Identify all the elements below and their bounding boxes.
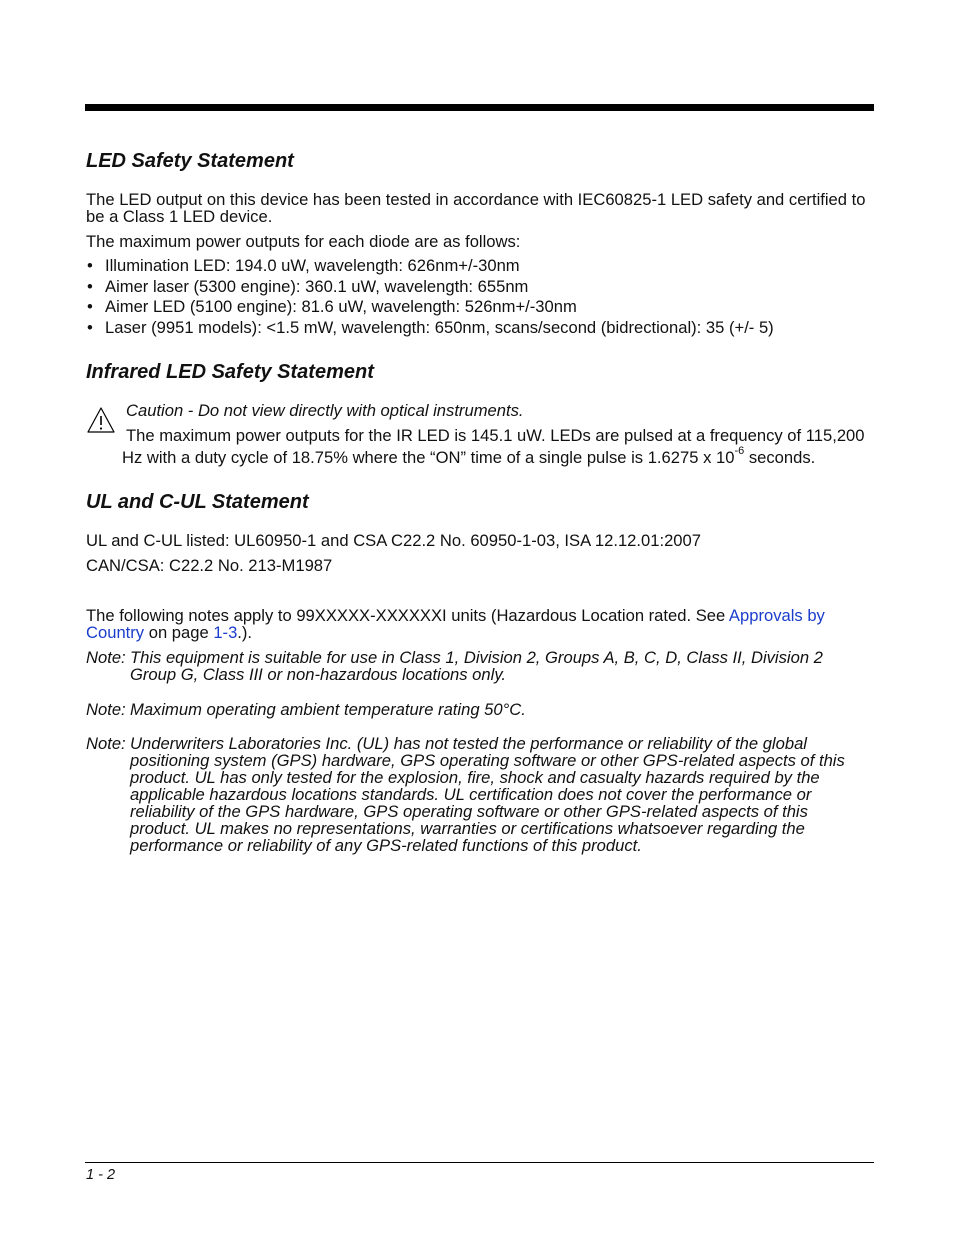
list-item: • Illumination LED: 194.0 uW, wavelength: 626nm+/-30nm <box>86 256 870 277</box>
ir-power-line-1: The maximum power outputs for the IR LED is 145.1 uW. LEDs are pulsed at a frequency of 115,200 <box>126 426 865 445</box>
led-power-intro: The maximum power outputs for each diode are as follows: <box>86 232 521 251</box>
ir-power-line-2-text: Hz with a duty cycle of 18.75% where the “ON” time of a single pulse is 1.6275 x 10 <box>122 448 735 467</box>
note-label: Note: <box>86 734 126 753</box>
list-item: • Aimer LED (5100 engine): 81.6 uW, wavelength: 526nm+/-30nm <box>86 297 870 318</box>
page-reference-link[interactable]: 1-3 <box>213 623 238 642</box>
note-text: This equipment is suitable for use in Class 1, Division 2, Groups A, B, C, D, Class II, Division 2 Group G, Class III or non-hazardous locations only. <box>130 648 823 684</box>
page-number: 1 - 2 <box>86 1167 116 1183</box>
note-text: Maximum operating ambient temperature rating 50°C. <box>130 700 526 719</box>
ir-power-line-2-end: seconds. <box>744 448 816 467</box>
led-power-list <box>86 256 870 338</box>
header-rule <box>85 104 874 111</box>
can-csa-text: CAN/CSA: C22.2 No. 213-M1987 <box>86 556 333 575</box>
list-item: • Aimer laser (5300 engine): 360.1 uW, wavelength: 655nm <box>86 277 870 298</box>
note-hazardous-class <box>86 649 870 683</box>
note-label: Note: <box>86 700 126 719</box>
footer-rule <box>85 1162 874 1163</box>
note-temperature <box>86 701 870 718</box>
hazard-text-end: .). <box>237 623 253 642</box>
approvals-by-country-link[interactable]: Approvals by Country <box>86 606 825 642</box>
led-safety-heading: LED Safety Statement <box>86 150 294 172</box>
hazard-text: The following notes apply to 99XXXXX-XXXXXXI units (Hazardous Location rated. See <box>86 606 729 625</box>
caution-text: Caution - Do not view directly with optical instruments. <box>126 401 524 420</box>
hazardous-location-paragraph <box>86 607 870 641</box>
list-item: • Laser (9951 models): <1.5 mW, wavelength: 650nm, scans/second (bidrectional): 35 (+/- 5) <box>86 318 870 339</box>
ir-power-line-2 <box>122 445 874 467</box>
note-gps <box>86 735 870 854</box>
hazard-text-mid: on page <box>144 623 214 642</box>
ul-listing-text: UL and C-UL listed: UL60950-1 and CSA C22.2 No. 60950-1-03, ISA 12.12.01:2007 <box>86 531 701 550</box>
note-text: Underwriters Laboratories Inc. (UL) has not tested the performance or reliability of the global positioning system (GPS) hardware, GPS operating software or other GPS-related aspects of this product. UL has only tested for the explosion, fire, shock and casualty hazards required by the applicable hazardous locations standards. UL certification does not cover the performance or reliability of the GPS hardware, GPS operating software or other GPS-related aspects of this product. UL makes no representations, warranties or certifications whatsoever regarding the performance or reliability of any GPS-related functions of this product. <box>130 734 845 855</box>
warning-triangle-icon <box>86 406 116 434</box>
exponent: -6 <box>734 445 745 457</box>
ul-statement-heading: UL and C-UL Statement <box>86 491 309 513</box>
led-safety-paragraph: The LED output on this device has been tested in accordance with IEC60825-1 LED safety and certified to be a Class 1 LED device. <box>86 190 866 226</box>
infrared-safety-heading: Infrared LED Safety Statement <box>86 361 374 383</box>
note-label: Note: <box>86 648 126 667</box>
